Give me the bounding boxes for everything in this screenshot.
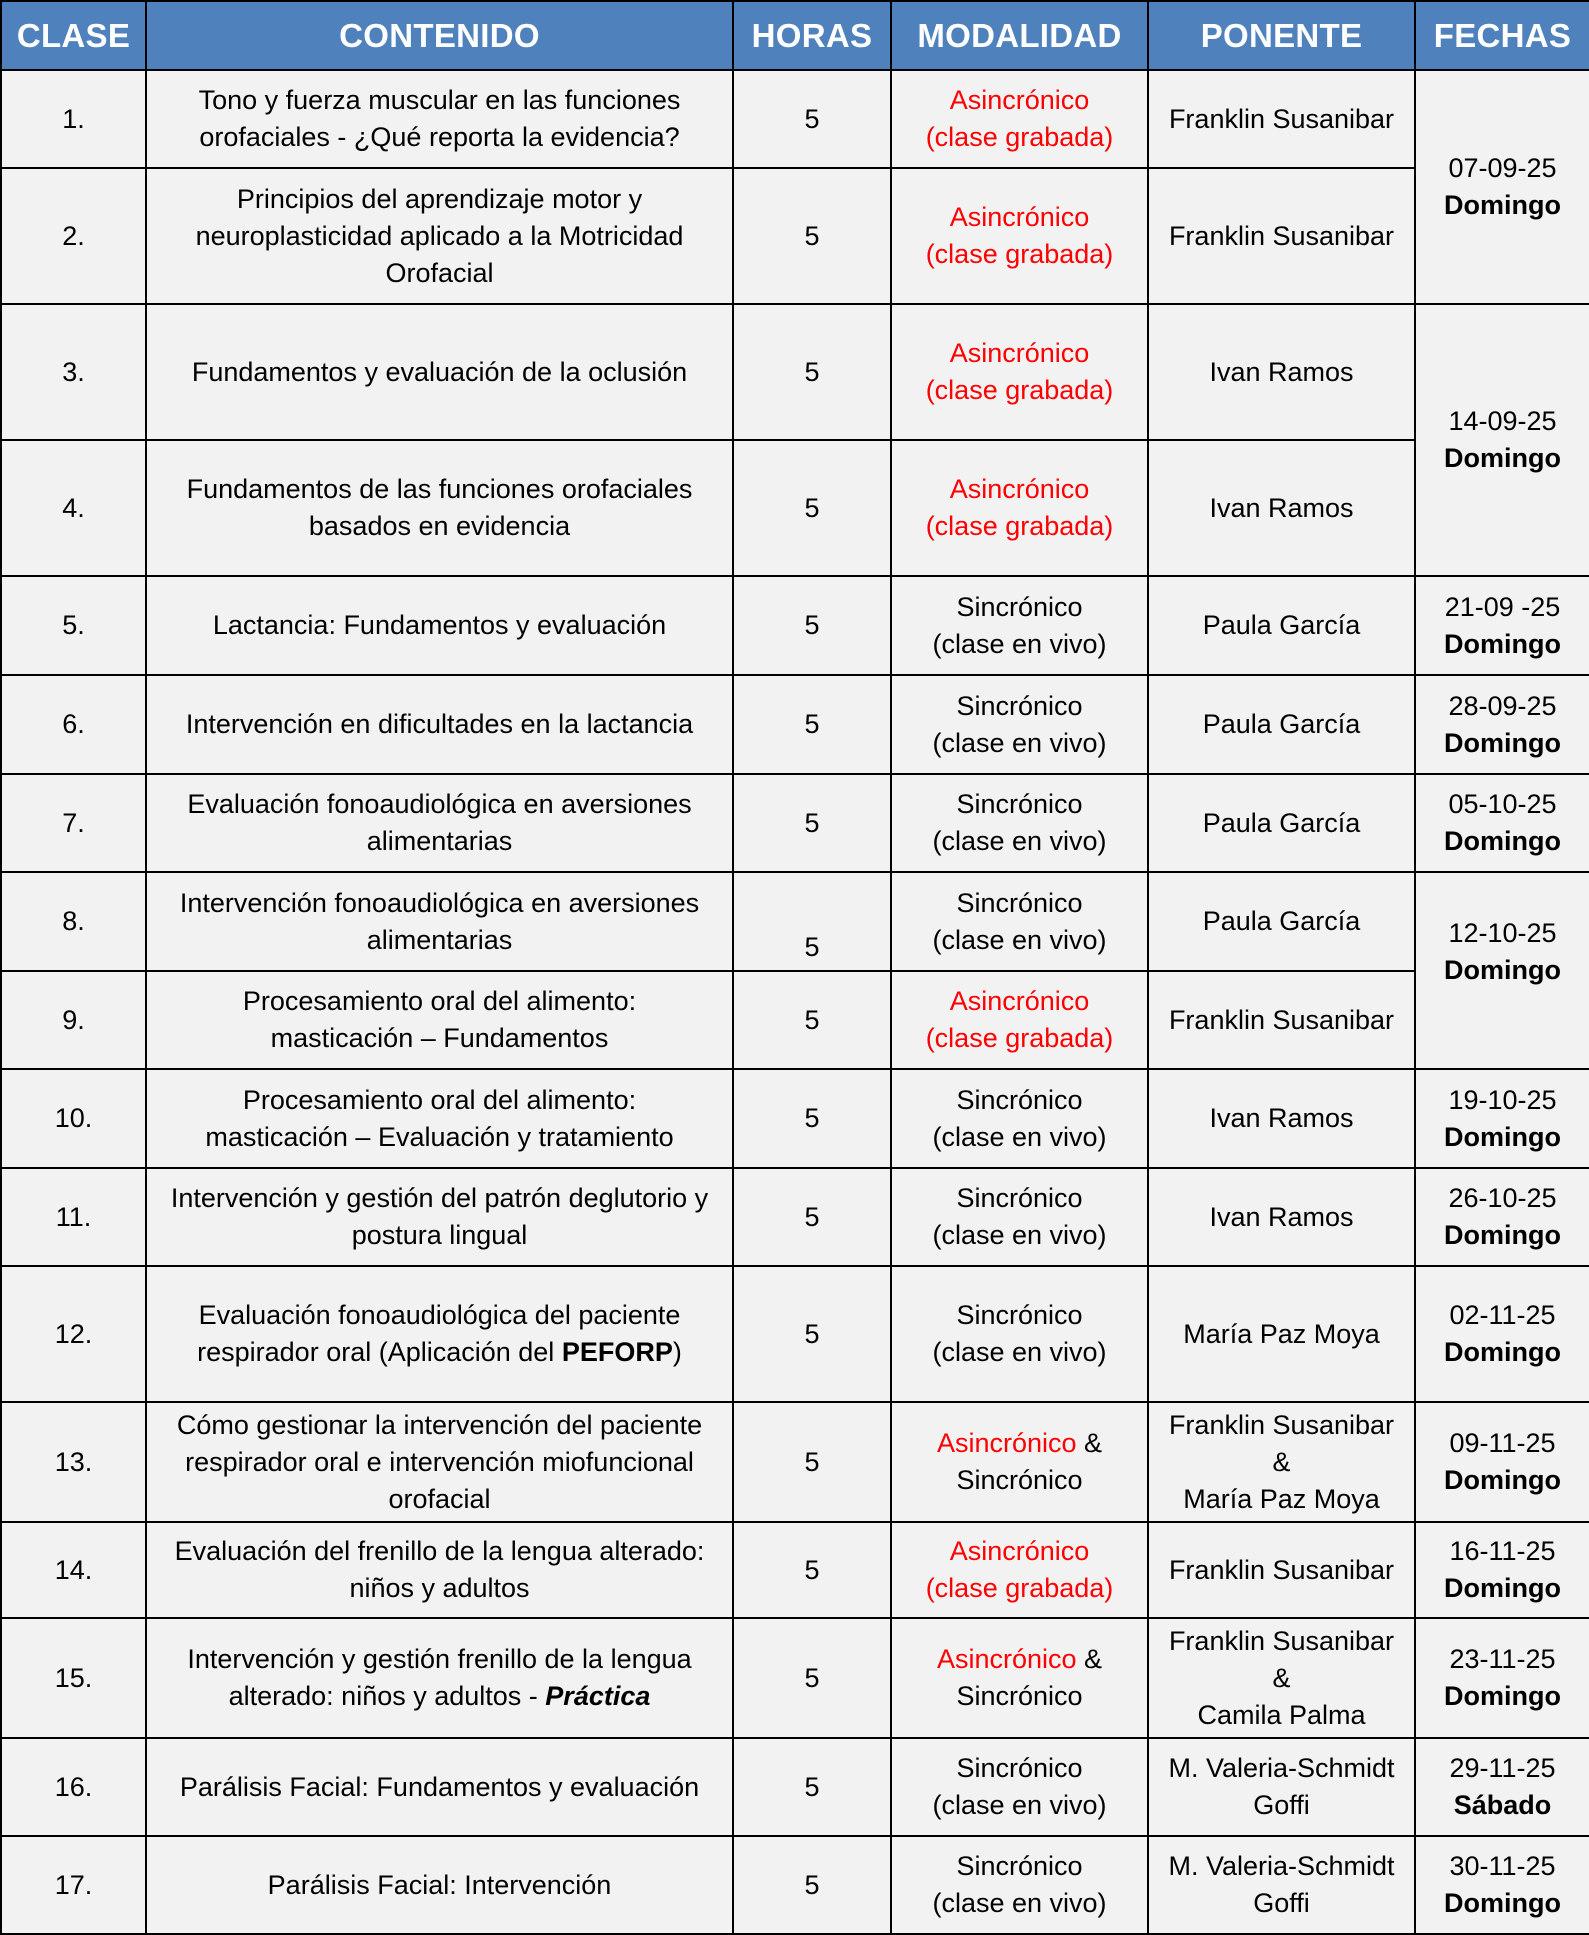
clase-cell: 7. [1, 774, 146, 872]
ponente-cell: Franklin Susanibar & María Paz Moya [1148, 1402, 1415, 1522]
clase-cell: 3. [1, 304, 146, 440]
modalidad-cell: Asincrónico (clase grabada) [891, 440, 1148, 576]
fecha-cell: 26-10-25 Domingo [1415, 1168, 1589, 1266]
header-fechas: FECHAS [1415, 1, 1589, 70]
clase-cell: 13. [1, 1402, 146, 1522]
contenido-cell: Lactancia: Fundamentos y evaluación [146, 576, 733, 675]
horas-cell: 5 [733, 1738, 891, 1836]
fecha-cell: 12-10-25 Domingo [1415, 872, 1589, 1069]
fecha-cell: 19-10-25 Domingo [1415, 1069, 1589, 1168]
contenido-cell: Evaluación fonoaudiológica en aversiones alimentarias [146, 774, 733, 872]
contenido-cell: Intervención y gestión frenillo de la lengua alterado: niños y adultos - Práctica [146, 1618, 733, 1738]
clase-cell: 16. [1, 1738, 146, 1836]
table-row [1, 168, 1589, 304]
clase-cell: 8. [1, 872, 146, 971]
clase-cell: 10. [1, 1069, 146, 1168]
modalidad-cell: Sincrónico (clase en vivo) [891, 576, 1148, 675]
table-row [1, 1522, 1589, 1618]
table-row [1, 1168, 1589, 1266]
clase-cell: 14. [1, 1522, 146, 1618]
clase-cell: 15. [1, 1618, 146, 1738]
modalidad-cell: Sincrónico (clase en vivo) [891, 774, 1148, 872]
modalidad-cell: Asincrónico (clase grabada) [891, 168, 1148, 304]
table-row [1, 1618, 1589, 1738]
horas-cell: 5 [733, 675, 891, 774]
clase-cell: 9. [1, 971, 146, 1069]
fecha-cell: 05-10-25 Domingo [1415, 774, 1589, 872]
contenido-cell: Evaluación fonoaudiológica del paciente respirador oral (Aplicación del PEFORP) [146, 1266, 733, 1402]
horas-cell: 5 [733, 70, 891, 168]
contenido-cell: Fundamentos y evaluación de la oclusión [146, 304, 733, 440]
contenido-cell: Fundamentos de las funciones orofaciales basados en evidencia [146, 440, 733, 576]
clase-cell: 4. [1, 440, 146, 576]
modalidad-cell: Sincrónico (clase en vivo) [891, 1738, 1148, 1836]
horas-cell: 5 [733, 1069, 891, 1168]
modalidad-cell: Asincrónico & Sincrónico [891, 1618, 1148, 1738]
table-row [1, 440, 1589, 576]
modalidad-cell: Asincrónico (clase grabada) [891, 70, 1148, 168]
clase-cell: 11. [1, 1168, 146, 1266]
horas-cell: 5 [733, 1266, 891, 1402]
ponente-cell: Franklin Susanibar [1148, 168, 1415, 304]
contenido-cell: Intervención fonoaudiológica en aversiones alimentarias [146, 872, 733, 971]
ponente-cell: Franklin Susanibar [1148, 70, 1415, 168]
fecha-cell: 07-09-25 Domingo [1415, 70, 1589, 304]
horas-cell: 5 [733, 1402, 891, 1522]
contenido-cell: Parálisis Facial: Fundamentos y evaluación [146, 1738, 733, 1836]
contenido-cell: Cómo gestionar la intervención del paciente respirador oral e intervención miofuncional orofacial [146, 1402, 733, 1522]
ponente-cell: Ivan Ramos [1148, 1069, 1415, 1168]
modalidad-cell: Sincrónico (clase en vivo) [891, 872, 1148, 971]
header-row [1, 1, 1589, 70]
ponente-cell: Ivan Ramos [1148, 304, 1415, 440]
fecha-cell: 16-11-25 Domingo [1415, 1522, 1589, 1618]
table-row [1, 1738, 1589, 1836]
ponente-cell: María Paz Moya [1148, 1266, 1415, 1402]
table-row [1, 70, 1589, 168]
header-ponente: PONENTE [1148, 1, 1415, 70]
ponente-cell: M. Valeria-Schmidt Goffi [1148, 1836, 1415, 1934]
modalidad-cell: Sincrónico (clase en vivo) [891, 675, 1148, 774]
table-row [1, 971, 1589, 1069]
contenido-cell: Intervención y gestión del patrón deglutorio y postura lingual [146, 1168, 733, 1266]
horas-cell: 5 [733, 304, 891, 440]
horas-cell: 5 [733, 971, 891, 1069]
table-row [1, 1836, 1589, 1934]
contenido-cell: Procesamiento oral del alimento: masticación – Evaluación y tratamiento [146, 1069, 733, 1168]
fecha-cell: 28-09-25 Domingo [1415, 675, 1589, 774]
header-clase: CLASE [1, 1, 146, 70]
contenido-cell: Parálisis Facial: Intervención [146, 1836, 733, 1934]
modalidad-cell: Asincrónico (clase grabada) [891, 304, 1148, 440]
table-row [1, 872, 1589, 971]
header-horas: HORAS [733, 1, 891, 70]
ponente-cell: Ivan Ramos [1148, 1168, 1415, 1266]
header-contenido: CONTENIDO [146, 1, 733, 70]
table-row [1, 1402, 1589, 1522]
ponente-cell: Franklin Susanibar [1148, 971, 1415, 1069]
modalidad-cell: Sincrónico (clase en vivo) [891, 1266, 1148, 1402]
contenido-cell: Principios del aprendizaje motor y neuroplasticidad aplicado a la Motricidad Orofacial [146, 168, 733, 304]
contenido-cell: Evaluación del frenillo de la lengua alterado: niños y adultos [146, 1522, 733, 1618]
modalidad-cell: Sincrónico (clase en vivo) [891, 1168, 1148, 1266]
contenido-cell: Procesamiento oral del alimento: masticación – Fundamentos [146, 971, 733, 1069]
table-row [1, 576, 1589, 675]
horas-cell: 5 [733, 1836, 891, 1934]
clase-cell: 6. [1, 675, 146, 774]
modalidad-cell: Sincrónico (clase en vivo) [891, 1069, 1148, 1168]
ponente-cell: Franklin Susanibar [1148, 1522, 1415, 1618]
horas-cell: 5 [733, 774, 891, 872]
horas-cell: 5 [733, 168, 891, 304]
ponente-cell: Paula García [1148, 872, 1415, 971]
ponente-cell: Paula García [1148, 675, 1415, 774]
fecha-cell: 23-11-25 Domingo [1415, 1618, 1589, 1738]
table-row [1, 1069, 1589, 1168]
ponente-cell: M. Valeria-Schmidt Goffi [1148, 1738, 1415, 1836]
ponente-cell: Paula García [1148, 576, 1415, 675]
contenido-cell: Intervención en dificultades en la lactancia [146, 675, 733, 774]
fecha-cell: 29-11-25 Sábado [1415, 1738, 1589, 1836]
fecha-cell: 02-11-25 Domingo [1415, 1266, 1589, 1402]
fecha-cell: 09-11-25 Domingo [1415, 1402, 1589, 1522]
clase-cell: 12. [1, 1266, 146, 1402]
modalidad-cell: Asincrónico (clase grabada) [891, 1522, 1148, 1618]
clase-cell: 17. [1, 1836, 146, 1934]
table-row [1, 1266, 1589, 1402]
horas-cell: 5 [733, 440, 891, 576]
fecha-cell: 21-09 -25 Domingo [1415, 576, 1589, 675]
fecha-cell: 14-09-25 Domingo [1415, 304, 1589, 576]
table-row [1, 774, 1589, 872]
ponente-cell: Franklin Susanibar & Camila Palma [1148, 1618, 1415, 1738]
header-modalidad: MODALIDAD [891, 1, 1148, 70]
table-row [1, 675, 1589, 774]
ponente-cell: Paula García [1148, 774, 1415, 872]
clase-cell: 5. [1, 576, 146, 675]
modalidad-cell: Asincrónico & Sincrónico [891, 1402, 1148, 1522]
clase-cell: 1. [1, 70, 146, 168]
ponente-cell: Ivan Ramos [1148, 440, 1415, 576]
horas-cell: 5 [733, 576, 891, 675]
modalidad-cell: Sincrónico (clase en vivo) [891, 1836, 1148, 1934]
horas-cell: 5 [733, 872, 891, 971]
fecha-cell: 30-11-25 Domingo [1415, 1836, 1589, 1934]
clase-cell: 2. [1, 168, 146, 304]
horas-cell: 5 [733, 1618, 891, 1738]
contenido-cell: Tono y fuerza muscular en las funciones orofaciales - ¿Qué reporta la evidencia? [146, 70, 733, 168]
table-row [1, 304, 1589, 440]
modalidad-cell: Asincrónico (clase grabada) [891, 971, 1148, 1069]
horas-cell: 5 [733, 1522, 891, 1618]
horas-cell: 5 [733, 1168, 891, 1266]
